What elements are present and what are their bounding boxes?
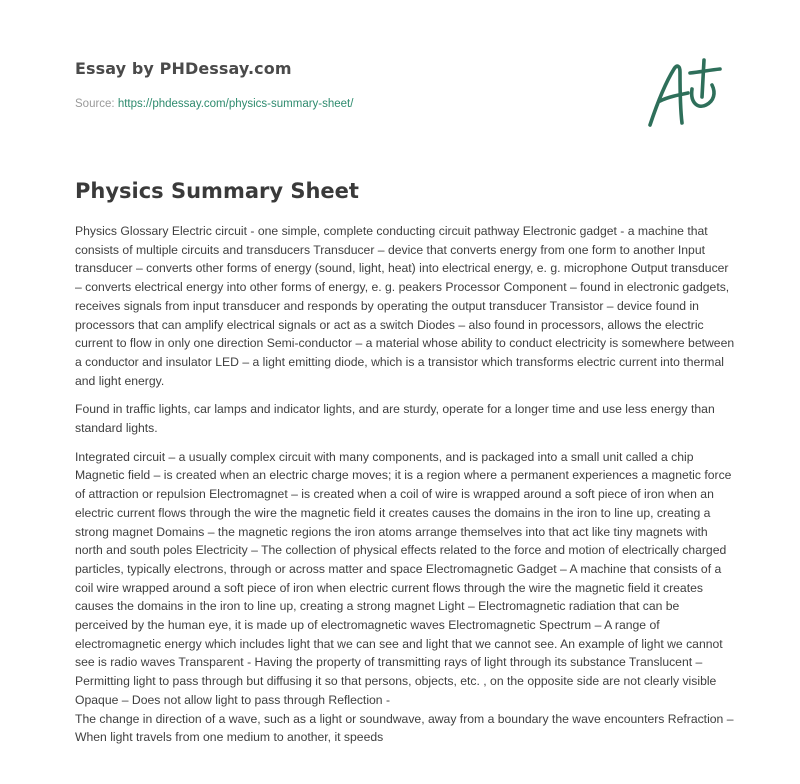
- a-plus-logo-icon: [640, 55, 725, 130]
- source-link[interactable]: https://phdessay.com/physics-summary-sheet/: [117, 98, 354, 110]
- paragraph: The change in direction of a wave, such as a light or soundwave, away from a boundary the wave encounters Refraction – When light travels from one medium to another, it speeds: [75, 711, 734, 745]
- source-line: [75, 96, 575, 112]
- paragraph: Physics Glossary Electric circuit - one simple, complete conducting circuit pathway Electronic gadget - a machine that consists of multiple circuits and transducers Transducer – device that converts energy from one form to another Input transducer – converts other forms of energy (sound, light, heat) into electrical energy, e. g. microphone Output transducer – converts electrical energy into other forms of energy, e. g. peakers Processor Component – found in electronic gadgets, receives signals from input transducer and responds by operating the output transducer Transistor – device found in processors that can amplify electrical signals or act as a switch Diodes – also found in processors, allows the electric current to flow in only one direction Semi-conductor – a material whose ability to conduct electricity is somewhere between a conductor and insulator LED – a light emitting diode, which is a transistor which transforms electric current into thermal and light energy.: [75, 224, 735, 388]
- page-header: [75, 58, 575, 112]
- paragraph: Integrated circuit – a usually complex circuit with many components, and is packaged into a small unit called a chip Magnetic field – is created when an electric charge moves; it is a region where a permanent experiences a magnetic force of attraction or repulsion Electromagnet – is created when a coil of wire is wrapped around a soft piece of iron when an electric current flows through the wire the magnetic field it creates causes the domains in the iron to line up, creating a strong magnet Domains – the magnetic regions the iron atoms arrange themselves into that act like tiny magnets with north and south poles Electricity – The collection of physical effects related to the force and motion of electrically charged particles, typically electrons, through or across matter and space Electromagnetic Gadget – A machine that consists of a coil wire wrapped around a soft piece of iron when electric current flows through the wire the magnetic field it creates causes the domains in the iron to line up, creating a strong magnet Light – Electromagnetic radiation that can be perceived by the human eye, it is made up of electromagnetic waves Electromagnetic Spectrum – A range of electromagnetic energy which includes light that we can see and light that we cannot see. An example of light we cannot see is radio waves Transparent - Having the property of transmitting rays of light through its substance Translucent – Permitting light to pass through but diffusing it so that persons, objects, etc. , on the opposite side are not clearly visible Opaque – Does not allow light to pass through Reflection -: [75, 449, 732, 707]
- page-title: Physics Summary Sheet: [75, 179, 359, 203]
- brand-title: Essay by PHDessay.com: [75, 59, 292, 78]
- paragraph: Found in traffic lights, car lamps and indicator lights, and are sturdy, operate for a longer time and use less energy than standard lights.: [75, 402, 715, 436]
- article-body: [75, 222, 735, 757]
- source-label: Source:: [75, 98, 118, 110]
